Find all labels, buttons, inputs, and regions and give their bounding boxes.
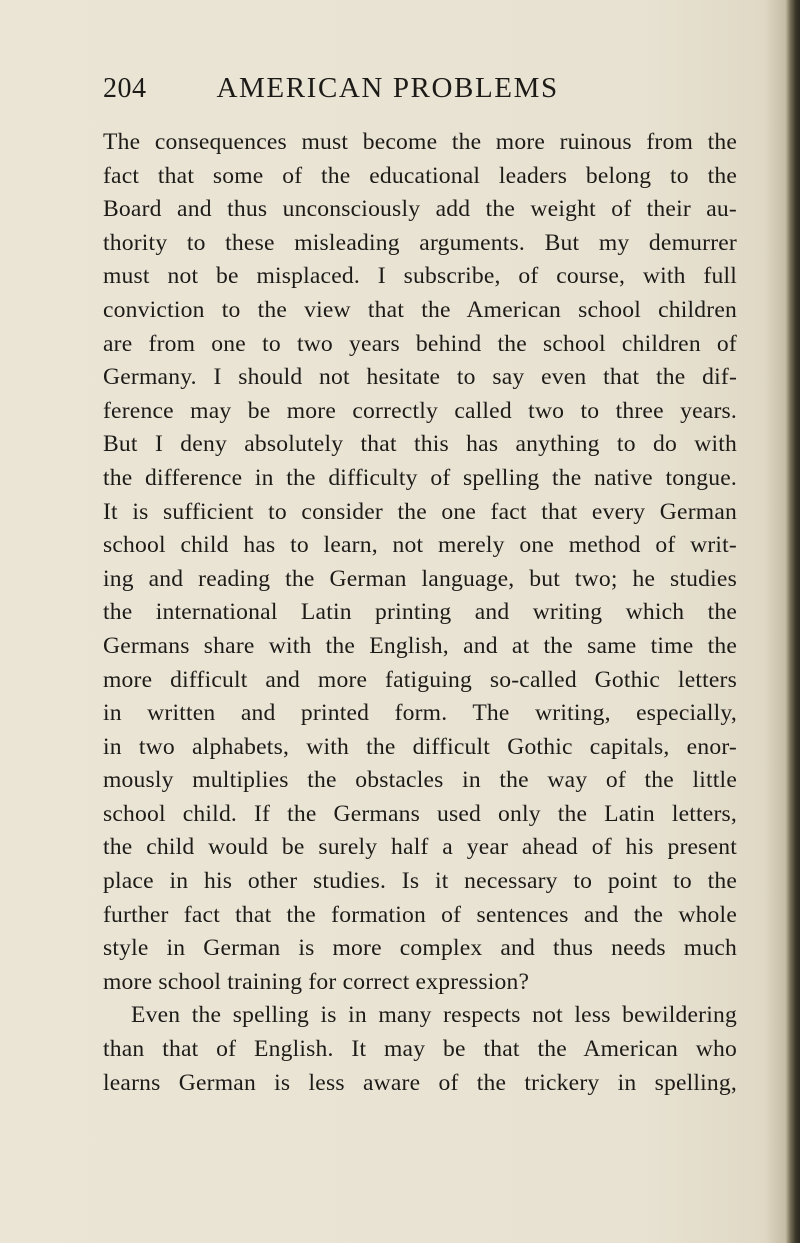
text-line: learns German is less aware of the trickery in spelling, [103, 1069, 737, 1096]
text-line: conviction to the view that the American school children [103, 296, 737, 323]
text-line: Germans share with the English, and at the same time the [103, 632, 737, 659]
page-number: 204 [103, 73, 147, 104]
text-line: It is sufficient to consider the one fact that every German [103, 498, 737, 525]
text-line: ing and reading the German language, but two; he studies [103, 565, 737, 592]
text-line: the international Latin printing and writing which the [103, 599, 737, 626]
text-line: style in German is more complex and thus needs much [103, 935, 737, 962]
page-shadow [766, 0, 786, 1243]
body-text [103, 126, 737, 1100]
text-line: are from one to two years behind the school children of [103, 330, 737, 357]
text-line: Even the spelling is in many respects not less bewildering [131, 1002, 737, 1029]
text-line: school child. If the Germans used only the Latin letters, [103, 800, 737, 827]
running-title: AMERICAN PROBLEMS [216, 72, 559, 104]
text-line: in two alphabets, with the difficult Gothic capitals, enor- [103, 733, 737, 760]
page-edge [786, 0, 800, 1243]
text-line: mously multiplies the obstacles in the way of the little [103, 767, 737, 794]
text-line: The consequences must become the more ruinous from the [103, 129, 737, 155]
text-line: fact that some of the educational leaders belong to the [103, 162, 737, 189]
text-line: the difference in the difficulty of spelling the native tongue. [103, 464, 737, 491]
text-line: Germany. I should not hesitate to say even that the dif- [103, 364, 737, 391]
text-line: ference may be more correctly called two to three years. [103, 397, 737, 424]
text-line: than that of English. It may be that the American who [103, 1036, 737, 1063]
text-line: the child would be surely half a year ahead of his present [103, 834, 737, 861]
text-line: But I deny absolutely that this has anything to do with [103, 431, 737, 458]
text-line: must not be misplaced. I subscribe, of course, with full [103, 263, 737, 290]
text-line: school child has to learn, not merely one method of writ- [103, 532, 737, 559]
text-line: thority to these misleading arguments. But my demurrer [103, 229, 737, 256]
text-line: Board and thus unconsciously add the weight of their au- [103, 196, 737, 223]
text-line: more school training for correct expression? [103, 968, 530, 995]
text-line: place in his other studies. Is it necessary to point to the [103, 868, 737, 895]
text-line: in written and printed form. The writing, especially, [103, 700, 737, 727]
text-line: further fact that the formation of sentences and the whole [103, 901, 737, 928]
text-line: more difficult and more fatiguing so-called Gothic letters [103, 666, 737, 693]
running-head [103, 72, 603, 116]
